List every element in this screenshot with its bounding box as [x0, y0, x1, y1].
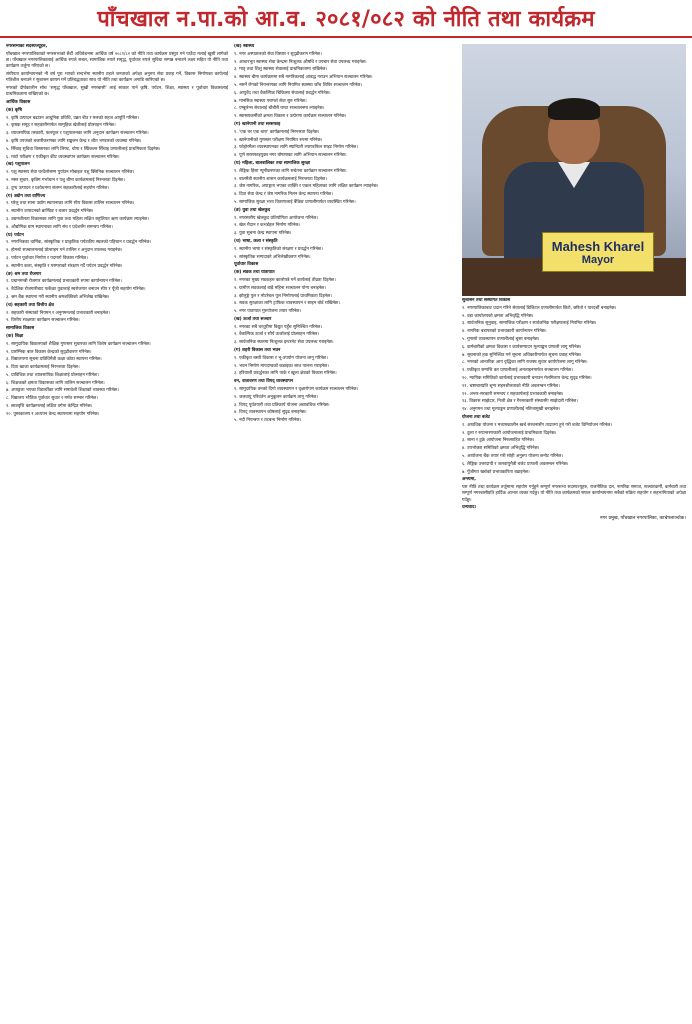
- paragraph: ५. सामाजिक सुरक्षा भत्ता वितरणलाई बैंकिङ प्रणालीमार्फत व्यवस्थित गरिनेछ।: [234, 199, 356, 205]
- page-header: [0, 0, 692, 38]
- paragraph: ३. हरियाली प्रवर्द्धनका लागि पार्क र खुला क्षेत्रको विकास गरिनेछ।: [234, 371, 337, 377]
- paragraph: (ङ) युवा तथा खेलकुद: [234, 207, 271, 213]
- paragraph: ५. आयोजना बैंक तयार गरी सोही अनुरुप योजना छनोट गरिनेछ।: [462, 453, 563, 459]
- paragraph: (ग) खानेपानी तथा सरसफाइ: [234, 121, 281, 127]
- paragraph: १३. विकास साझेदार, निजी क्षेत्र र गैरसरकारी संस्थासँग साझेदारी गरिनेछ।: [462, 399, 578, 405]
- paragraph: आर्थिक विकास: [6, 100, 31, 105]
- paragraph: १. एकीकृत बस्ती विकास र भू-उपयोग योजना लागू गरिनेछ।: [234, 355, 328, 361]
- paragraph: १. नगर अस्पतालको सेवा विस्तार र सुदृढीकरण गरिनेछ।: [234, 51, 322, 57]
- paragraph: १. प्रधानमन्त्री रोजगार कार्यक्रमलाई प्रभावकारी रुपमा कार्यान्वयन गरिनेछ।: [6, 279, 122, 285]
- paragraph: ६. लैङ्गिक उत्तरदायी र जलवायुमैत्री बजेट प्रणाली अवलम्बन गरिनेछ।: [462, 461, 569, 467]
- mayor-role: Mayor: [581, 253, 615, 266]
- paragraph: २. नस्ल सुधार, कृत्रिम गर्भाधान र पशु बीमा कार्यक्रमलाई निरन्तरता दिइनेछ।: [6, 177, 125, 183]
- paragraph: १. घरेलु तथा साना उद्योग स्थापनाका लागि सीप विकास तालिम सञ्चालन गरिनेछ।: [6, 201, 135, 207]
- document-body: [0, 40, 692, 1024]
- paragraph: ३. झोलुङ्गे पुल र मोटरेबल पुल निर्माणलाई प्राथमिकता दिइनेछ।: [234, 293, 332, 299]
- paragraph: ३. दुग्ध उत्पादन र प्रशोधनमा संलग्न सहकारीलाई सहयोग गरिनेछ।: [6, 185, 109, 191]
- paragraph: १. नगरपालिकाबाट प्रदान गरिने सेवालाई डिजिटल प्रणालीमार्फत छिटो, छरितो र पारदर्शी बनाइनेछ।: [462, 305, 617, 311]
- paragraph: योजना तथा बजेट: [462, 414, 490, 420]
- paragraph: ५. नसर्ने रोगको नियन्त्रणका लागि नियमित स्वास्थ्य जाँच शिविर सञ्चालन गरिनेछ।: [234, 82, 363, 88]
- paragraph: २. आधारभूत स्वास्थ्य सेवा केन्द्रमा निःशुल्क औषधि र उपचार सेवा उपलब्ध गराइनेछ।: [234, 59, 367, 65]
- paragraph: (ख) ऊर्जा तथा सञ्चार: [234, 316, 272, 322]
- paragraph: २. होमस्टे सञ्चालनलाई प्रोत्साहन गर्न तालिम र अनुदान उपलब्ध गराइनेछ।: [6, 248, 123, 254]
- paragraph: ३. युवा सूचना केन्द्र स्थापना गरिनेछ।: [234, 231, 292, 237]
- paragraph: ३. व्यावसायिक तरकारी, फलफूल र पशुपालनका लागि अनुदान कार्यक्रम सञ्चालन गरिनेछ।: [6, 131, 149, 137]
- paragraph: २. ठूला र रुपान्तरणकारी आयोजनालाई प्राथमिकता दिइनेछ।: [462, 430, 557, 436]
- paragraph: १२. अन्तर-सरकारी समन्वय र सहकार्यलाई प्रभावकारी बनाइनेछ।: [462, 391, 564, 397]
- paragraph: (ग) उद्योग तथा वाणिज्य: [6, 193, 46, 199]
- paragraph: सामाजिक विकास: [6, 326, 35, 332]
- paragraph: १. सामुदायिक विद्यालयको शैक्षिक गुणस्तर सुधारका लागि विशेष कार्यक्रम सञ्चालन गरिनेछ।: [6, 341, 151, 347]
- paragraph: १. सामुदायिक वनको दिगो व्यवस्थापन र वृक्षारोपण कार्यक्रम सञ्चालन गरिनेछ।: [234, 387, 359, 393]
- paragraph: ४. औद्योगिक ग्राम स्थापनाका लागि संघ र प्रदेशसँग समन्वय गरिनेछ।: [6, 224, 113, 230]
- paragraph: ४. सडक सुरक्षाका लागि ट्राफिक व्यवस्थापन र साइन बोर्ड राखिनेछ।: [234, 301, 340, 307]
- paragraph: वन, वातावरण तथा विपद् व्यवस्थापन: [234, 379, 294, 385]
- paragraph: १. नगरका सबै घरधुरीमा विद्युत पहुँच सुनिश्चित गरिनेछ।: [234, 324, 322, 330]
- paragraph: (ग) शहरी विकास तथा भवन: [234, 348, 281, 354]
- paragraph: ५. सिँचाइ सुविधा विस्तारका लागि लिफ्ट, थोपा र स्प्रिंकलर सिँचाइ प्रणालीलाई प्राथमिकता दिइनेछ।: [6, 146, 161, 152]
- paragraph: २. जलवायु परिवर्तन अनुकूलन कार्यक्रम लागू गरिनेछ।: [234, 394, 319, 400]
- paragraph: ५. नगर यातायात गुरुयोजना तयार गरिनेछ।: [234, 309, 302, 315]
- paragraph: ६. माटो परीक्षण र एकीकृत कीट व्यवस्थापन कार्यक्रम सञ्चालन गरिनेछ।: [6, 154, 120, 160]
- paragraph: ३. सार्वजनिक सुनुवाइ, सामाजिक परीक्षण र सार्वजनिक परीक्षणलाई नियमित गरिनेछ।: [462, 321, 597, 327]
- paragraph: ५. प्राविधिक तथा व्यावसायिक शिक्षालाई प्रोत्साहन गरिनेछ।: [6, 372, 99, 378]
- paragraph: ३. फोहोरमैला व्यवस्थापनका लागि स्यानिटरी ल्याण्डफिल साइट निर्माण गरिनेछ।: [234, 145, 358, 151]
- paragraph: १०. न्यायिक समितिको कार्यलाई प्रभावकारी बनाउन मेलमिलाप केन्द्र सुदृढ गरिनेछ।: [462, 375, 592, 381]
- paragraph: १. आवधिक योजना र मध्यमकालीन खर्च संरचनासँग तादात्म्य हुने गरी बजेट विनियोजन गरिनेछ।: [462, 422, 613, 428]
- paragraph: ३. पर्यटन पूर्वाधार निर्माण र पदमार्ग विकास गरिनेछ।: [6, 255, 88, 261]
- paragraph: ४. उपभोक्ता समितिको क्षमता अभिवृद्धि गरिनेछ।: [462, 446, 540, 452]
- paragraph: १. लैङ्गिक हिंसा न्यूनीकरणका लागि सचेतना कार्यक्रम सञ्चालन गरिनेछ।: [234, 168, 347, 174]
- paragraph: १०. पुस्तकालय र अध्ययन केन्द्र स्थापनामा सहयोग गरिनेछ।: [6, 411, 100, 417]
- mayor-photo: [462, 44, 686, 296]
- page-title: पाँचखाल न.पा.को आ.व. २०८१/०८२ को नीति तथा कार्यक्रम: [97, 7, 595, 32]
- paragraph: १. स्थानीय भाषा र संस्कृतिको संरक्षण र प्रवर्द्धन गरिनेछ।: [234, 246, 323, 252]
- paragraph: ४. स्वास्थ्य बीमा कार्यक्रममा सबै नागरिकलाई आबद्ध गराउन अभियान सञ्चालन गरिनेछ।: [234, 75, 373, 81]
- paragraph: (घ) महिला, बालबालिका तथा सामाजिक सुरक्षा: [234, 160, 311, 166]
- paragraph: १. कृषि उत्पादन बढाउन आधुनिक प्रविधि, उन्नत बीउ र मलको सहज आपूर्ति गरिनेछ।: [6, 115, 139, 121]
- paragraph: ७. पुँजीगत खर्चको प्रभावकारिता बढाइनेछ।: [462, 469, 530, 475]
- paragraph: २. कृषक समूह र सहकारीमार्फत सामूहिक खेतीलाई प्रोत्साहन गरिनेछ।: [6, 123, 116, 129]
- paragraph: ५. गुनासो व्यवस्थापन प्रणालीलाई चुस्त बनाइनेछ।: [462, 336, 540, 342]
- paragraph: २. खेल मैदान र कभर्डहल निर्माण गरिनेछ।: [234, 223, 301, 229]
- paragraph: (ख) स्वास्थ्य: [234, 44, 255, 49]
- paragraph: (ख) पशुपालन: [6, 162, 30, 168]
- paragraph: २. भवन निर्माण मापदण्डको कडाइका साथ पालना गराइनेछ।: [234, 363, 329, 369]
- paragraph: ५. नदी नियन्त्रण र तटबन्ध निर्माण गरिनेछ।: [234, 418, 302, 424]
- column-right: [462, 298, 686, 1020]
- paragraph: ४. स्थानीय कला, संस्कृति र परम्पराको संरक्षण गर्दै पर्यटन प्रवर्द्धन गरिनेछ।: [6, 263, 123, 269]
- paragraph: धन्यवाद।: [462, 505, 477, 511]
- paragraph: (च) भाषा, कला र संस्कृति: [234, 238, 278, 244]
- paragraph: नगरको दीर्घकालीन सोच 'समृद्ध पाँचखाल, सुखी नगरबासी' लाई साकार पार्न कृषि, पर्यटन, शिक्षा, स्वास्थ्य र पूर्वाधार विकासलाई प्राथमिकतामा राखिएको छ।: [6, 86, 228, 98]
- person-hair-shape: [548, 98, 600, 120]
- paragraph: ४. पूर्ण सरसफाइयुक्त नगर घोषणाका लागि अभियान सञ्चालन गरिनेछ।: [234, 153, 347, 159]
- paragraph: २. ग्रामीण सडकलाई बाह्रै महिना सञ्चालन योग्य बनाइनेछ।: [234, 285, 326, 291]
- paragraph: २. खानेपानीको गुणस्तर परीक्षण नियमित रुपमा गरिनेछ।: [234, 137, 323, 143]
- paragraph: ३. साना र टुक्रे आयोजना निरुत्साहित गरिनेछ।: [462, 438, 535, 444]
- paragraph: पूर्वाधार विकास: [234, 262, 259, 268]
- paragraph: सुशासन तथा संस्थागत विकास: [462, 298, 511, 303]
- paragraph: (क) कृषि: [6, 107, 22, 113]
- paragraph: ८. नगरको आन्तरिक आय वृद्धिका लागि राजस्व सुधार कार्ययोजना लागू गरिनेछ।: [462, 360, 588, 366]
- paragraph: १. 'एक घर एक धारा' कार्यक्रमलाई निरन्तरता दिइनेछ।: [234, 129, 320, 135]
- paragraph: ९. एकीकृत सम्पत्ति कर प्रणालीलाई अनलाइनमार्फत सञ्चालन गरिनेछ।: [462, 368, 573, 374]
- paragraph: ३. उद्यमशीलता विकासका लागि युवा तथा महिला लक्षित सहुलियत ऋण कार्यक्रम ल्याइनेछ।: [6, 216, 149, 222]
- paragraph: ३. जेष्ठ नागरिक, अपाङ्गता भएका व्यक्ति र एकल महिलाका लागि लक्षित कार्यक्रम ल्याइनेछ।: [234, 184, 379, 190]
- column-left: [6, 44, 228, 1020]
- paragraph: ११. भ्रष्टाचारप्रति शून्य सहनशीलताको नीति अवलम्बन गरिनेछ।: [462, 383, 560, 389]
- paragraph: अन्त्यमा,: [462, 477, 476, 483]
- column-middle: [234, 44, 456, 1020]
- paragraph: ८. विद्यालय भौतिक पूर्वाधार सुधार र मर्मत सम्भार गरिनेछ।: [6, 396, 98, 402]
- paragraph: ६. शिक्षकको क्षमता विकासका लागि तालिम सञ्चालन गरिनेछ।: [6, 380, 105, 386]
- paragraph: ६. आयुर्वेद तथा वैकल्पिक चिकित्सा सेवालाई प्रवर्द्धन गरिनेछ।: [234, 90, 331, 96]
- paragraph: ४. दिवा सेवा केन्द्र र जेष्ठ नागरिक मिलन केन्द्र स्थापना गरिनेछ।: [234, 192, 333, 198]
- paragraph: (क) सडक तथा यातायात: [234, 270, 275, 276]
- paragraph: १. नगरस्तरीय खेलकुद प्रतियोगिता आयोजना गरिनेछ।: [234, 215, 318, 221]
- paragraph: ७. सूचनाको हक सुनिश्चित गर्न सूचना अधिकारीमार्फत सूचना प्रवाह गरिनेछ।: [462, 352, 582, 358]
- paragraph: २. बालमैत्री स्थानीय शासन कार्यक्रमलाई निरन्तरता दिइनेछ।: [234, 176, 327, 182]
- paragraph: २. वडा कार्यालयको क्षमता अभिवृद्धि गरिनेछ।: [462, 313, 534, 319]
- paragraph: संघीयता कार्यान्वयनको नौ वर्ष पूरा भएको सन्दर्भमा स्थानीय तहले जनताको अपेक्षा अनुरुप सेवा प्रवाह गर्ने, विकास निर्माणका कार्यलाई गतिशील बनाउने र सुशासन कायम गर्ने प्रतिबद्धताका साथ यो नीति तथा कार्यक्रम अगाडि सारिएको छ।: [6, 72, 228, 84]
- paragraph: ४. दिवा खाजा कार्यक्रमलाई निरन्तरता दिइनेछ।: [6, 365, 80, 371]
- paragraph: (घ) पर्यटन: [6, 232, 24, 238]
- paragraph: १. सहकारी संस्थाको नियमन र अनुगमनलाई प्रभावकारी बनाइनेछ।: [6, 310, 110, 316]
- paragraph: ७. मानसिक स्वास्थ्य परामर्श सेवा सुरु गरिनेछ।: [234, 98, 307, 104]
- paragraph: (ङ) श्रम तथा रोजगार: [6, 271, 42, 277]
- paragraph: ४. विपद् व्यवस्थापन कोषलाई सुदृढ बनाइनेछ।: [234, 410, 307, 416]
- paragraph: २. वैकल्पिक ऊर्जा र सौर्य ऊर्जालाई प्रोत्साहन गरिनेछ।: [234, 332, 319, 338]
- paragraph: ८. एम्बुलेन्स सेवालाई चौबीसै घण्टा सञ्चालनमा ल्याइनेछ।: [234, 106, 325, 112]
- paragraph: पाँचखाल नगरपालिकाको नगरसभाको छैटौं अधिवेशनमा आर्थिक वर्ष २०८१/८२ को नीति तथा कार्यक्रम प्रस्तुत गर्न पाउँदा मलाई खुसी लागेको छ। पाँचखाल नगरपालिकालाई आर्थिक रुपले सबल, सामाजिक रुपले समृद्ध, पूर्वाधार रुपले सुविधा सम्पन्न बनाउने लक्ष्य सहित यो नीति तथा कार्यक्रम तर्जुमा गरिएको छ।: [6, 51, 228, 70]
- paragraph: नगरसभाका सदस्यज्यूहरु,: [6, 44, 48, 49]
- paragraph: २. प्रारम्भिक बाल विकास केन्द्रको सुदृढीकरण गरिनेछ।: [6, 349, 92, 355]
- paragraph: ३. श्रम बैंक स्थापना गरी स्थानीय श्रमशक्तिको अभिलेख राखिनेछ।: [6, 294, 110, 300]
- paragraph: ४. कृषि उपजको बजारीकरणका लागि सङ्कलन केन्द्र र शीत भण्डारको व्यवस्था गरिनेछ।: [6, 138, 142, 144]
- paragraph: ३. सार्वजनिक स्थलमा निःशुल्क इन्टरनेट सेवा उपलब्ध गराइनेछ।: [234, 340, 334, 346]
- mayor-nameplate: [542, 232, 654, 272]
- paragraph: यस नीति तथा कार्यक्रम तर्जुमामा सहयोग गर्नुहुने सम्पूर्ण नगरसभा सदस्यज्यूहरु, राजनीतिक दल, नागरिक समाज, सञ्चारकर्मी, कर्मचारी तथा सम्पूर्ण नगरबासीप्रति हार्दिक आभार व्यक्त गर्दछु। यो नीति तथा कार्यक्रमको सफल कार्यान्वयनमा सबैको सक्रिय सहयोग र सहभागिताको अपेक्षा गर्दछु।: [462, 485, 686, 503]
- paragraph: (च) सहकारी तथा वित्तीय क्षेत्र: [6, 302, 54, 308]
- paragraph: ९. स्वास्थ्यकर्मीको क्षमता विकास र उत्प्रेरणा कार्यक्रम सञ्चालन गरिनेछ।: [234, 114, 347, 120]
- paragraph: २. वित्तीय साक्षरता कार्यक्रम सञ्चालन गरिनेछ।: [6, 318, 80, 324]
- paragraph: २. सांस्कृतिक सम्पदाको अभिलेखीकरण गरिनेछ।: [234, 254, 311, 260]
- paragraph: ३. विद्यालयमा सूचना प्रविधिमैत्री कक्षा कोठा स्थापना गरिनेछ।: [6, 357, 102, 363]
- mayor-name: Mahesh Kharel: [551, 238, 645, 254]
- paragraph: ६. कर्मचारीको क्षमता विकास र कार्यसम्पादन मूल्याङ्कन प्रणाली लागू गरिनेछ।: [462, 344, 582, 350]
- paragraph: १. नगरभित्रका धार्मिक, सांस्कृतिक र प्राकृतिक पर्यटकीय स्थलको पहिचान र प्रवर्द्धन गरिनेछ।: [6, 240, 152, 246]
- paragraph: ४. नागरिक बडापत्रको प्रभावकारी कार्यान्वयन गरिनेछ।: [462, 329, 547, 335]
- signature-line: नगर प्रमुख, पाँचखाल नगरपालिका, काभ्रेपलाञ्चोक।: [600, 515, 686, 521]
- paragraph: (क) शिक्षा: [6, 333, 24, 339]
- paragraph: २. स्थानीय उत्पादनको ब्राण्डिङ र बजार प्रवर्द्धन गरिनेछ।: [6, 209, 94, 215]
- paragraph: १. पशु स्वास्थ्य सेवा घरदैलोसम्म पुर्याउन मोबाइल पशु क्लिनिक सञ्चालन गरिनेछ।: [6, 170, 135, 176]
- paragraph: २. वैदेशिक रोजगारीबाट फर्केका युवालाई स्वरोजगार बनाउन सीप र पूँजी सहयोग गरिनेछ।: [6, 287, 146, 293]
- paragraph: ७. अपाङ्गता भएका विद्यार्थीका लागि समावेशी शिक्षाको व्यवस्था गरिनेछ।: [6, 388, 119, 394]
- paragraph: १. नगरका मुख्य सडकहरु कालोपत्रे गर्ने कार्यलाई तीव्रता दिइनेछ।: [234, 277, 336, 283]
- paragraph: १४. अनुगमन तथा मूल्याङ्कन प्रणालीलाई नतिजामुखी बनाइनेछ।: [462, 407, 561, 413]
- paragraph: ३. मातृ तथा शिशु स्वास्थ्य सेवालाई प्राथमिकतामा राखिनेछ।: [234, 67, 328, 73]
- paragraph: ३. विपद् पूर्वतयारी तथा प्रतिकार्य योजना अद्यावधिक गरिनेछ।: [234, 402, 330, 408]
- paragraph: ९. छात्रवृत्ति कार्यक्रमलाई लक्षित वर्गमा केन्द्रित गरिनेछ।: [6, 404, 93, 410]
